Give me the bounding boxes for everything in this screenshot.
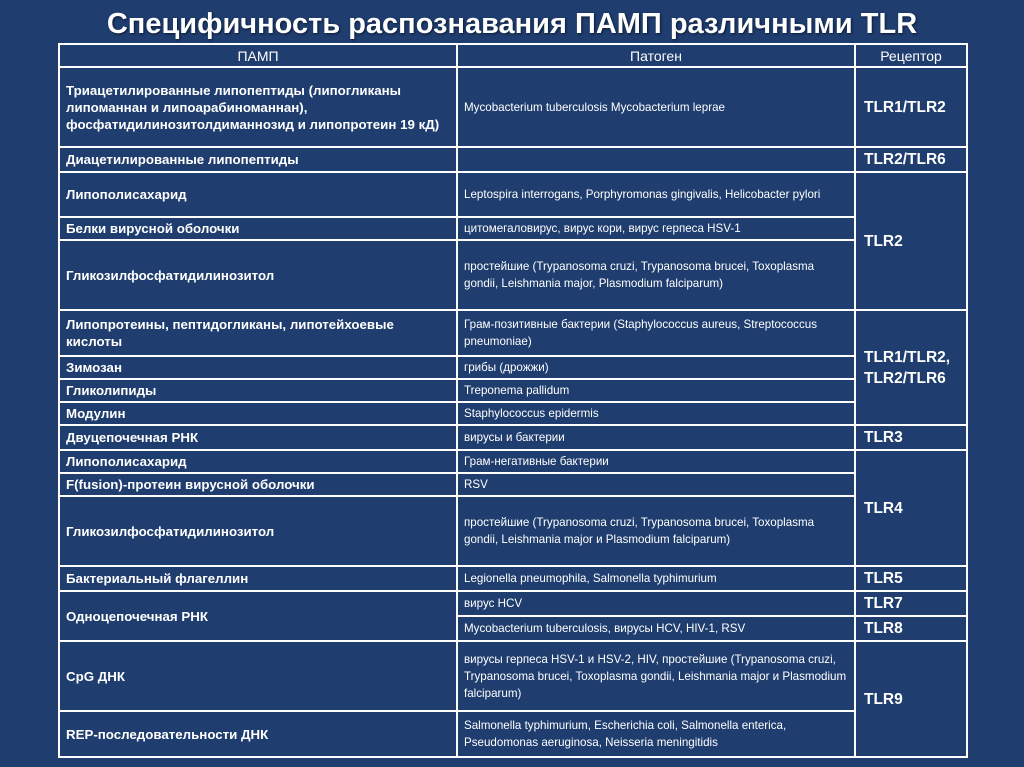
table-row (59, 67, 967, 147)
table-row (59, 711, 967, 757)
table-row (59, 310, 967, 356)
table-row (59, 473, 967, 496)
pamp-cell: Триацетилированные липопептиды (липогликаны липоманнан и липоарабиноманнан), фосфатидилинозитолдиманнозид и липопротеин 19 кД) (59, 67, 457, 147)
pathogen-cell: Mycobacterium tuberculosis Mycobacterium leprae (457, 67, 855, 147)
pathogen-cell: Leptospira interrogans, Porphyromonas gingivalis, Helicobacter pylori (457, 172, 855, 217)
receptor-cell: TLR4 (855, 450, 967, 566)
pamp-cell: Одноцепочечная РНК (59, 591, 457, 641)
receptor-cell: TLR1/TLR2, TLR2/TLR6 (855, 310, 967, 425)
receptor-cell: TLR3 (855, 425, 967, 450)
pathogen-cell: Грам-негативные бактерии (457, 450, 855, 473)
pathogen-cell: Legionella pneumophila, Salmonella typhimurium (457, 566, 855, 591)
receptor-cell: TLR2/TLR6 (855, 147, 967, 172)
table-row (59, 172, 967, 217)
table-row (59, 379, 967, 402)
header-pamp: ПАМП (59, 44, 457, 67)
pathogen-cell: Mycobacterium tuberculosis, вирусы HCV, HIV-1, RSV (457, 616, 855, 641)
pamp-cell: Липопротеины, пептидогликаны, липотейхоевые кислоты (59, 310, 457, 356)
pathogen-cell (457, 147, 855, 172)
table-row (59, 425, 967, 450)
pamp-cell: Гликозилфосфатидилинозитол (59, 240, 457, 310)
pamp-cell: Бактериальный флагеллин (59, 566, 457, 591)
pamp-cell: REP-последовательности ДНК (59, 711, 457, 757)
receptor-cell: TLR7 (855, 591, 967, 616)
pamp-cell: Липополисахарид (59, 172, 457, 217)
table-row (59, 147, 967, 172)
pathogen-cell: RSV (457, 473, 855, 496)
pathogen-cell: вирус HCV (457, 591, 855, 616)
pathogen-cell: простейшие (Trypanosoma cruzi, Trypanosoma brucei, Toxoplasma gondii, Leishmania major, Plasmodium falciparum) (457, 240, 855, 310)
table-row (59, 566, 967, 591)
table-header-row (59, 44, 967, 67)
page-title: Специфичность распознавания ПАМП различными TLR (106, 8, 918, 40)
receptor-cell: TLR5 (855, 566, 967, 591)
table-row (59, 240, 967, 310)
pamp-cell: CpG ДНК (59, 641, 457, 711)
tlr-table (58, 43, 968, 758)
pathogen-cell: Staphylococcus epidermis (457, 402, 855, 425)
pathogen-cell: Salmonella typhimurium, Escherichia coli, Salmonella enterica, Pseudomonas aeruginosa, Neisseria meningitidis (457, 711, 855, 757)
table-row (59, 641, 967, 711)
receptor-cell: TLR9 (855, 641, 967, 757)
pathogen-cell: цитомегаловирус, вирус кори, вирус герпеса HSV-1 (457, 217, 855, 240)
receptor-cell: TLR2 (855, 172, 967, 310)
pathogen-cell: вирусы и бактерии (457, 425, 855, 450)
header-pathogen: Патоген (457, 44, 855, 67)
table-row (59, 402, 967, 425)
pamp-cell: Липополисахарид (59, 450, 457, 473)
table-row (59, 496, 967, 566)
header-receptor: Рецептор (855, 44, 967, 67)
pathogen-cell: вирусы герпеса HSV-1 и HSV-2, HIV, простейшие (Trypanosoma cruzi, Trypanosoma brucei, Toxoplasma gondii, Leishmania major и Plasmodium falciparum) (457, 641, 855, 711)
pamp-cell: Белки вирусной оболочки (59, 217, 457, 240)
pathogen-cell: простейшие (Trypanosoma cruzi, Trypanosoma brucei, Toxoplasma gondii, Leishmania major и Plasmodium falciparum) (457, 496, 855, 566)
pathogen-cell: Грам-позитивные бактерии (Staphylococcus aureus, Streptococcus pneumoniae) (457, 310, 855, 356)
pathogen-cell: грибы (дрожжи) (457, 356, 855, 379)
pamp-cell: Диацетилированные липопептиды (59, 147, 457, 172)
table-row (59, 450, 967, 473)
pamp-cell: Гликозилфосфатидилинозитол (59, 496, 457, 566)
table-row (59, 591, 967, 616)
receptor-cell: TLR8 (855, 616, 967, 641)
pathogen-cell: Treponema pallidum (457, 379, 855, 402)
pamp-cell: Двуцепочечная РНК (59, 425, 457, 450)
pamp-cell: Гликолипиды (59, 379, 457, 402)
pamp-cell: Модулин (59, 402, 457, 425)
receptor-cell: TLR1/TLR2 (855, 67, 967, 147)
pamp-cell: Зимозан (59, 356, 457, 379)
pamp-cell: F(fusion)-протеин вирусной оболочки (59, 473, 457, 496)
table-row (59, 356, 967, 379)
table-row (59, 217, 967, 240)
